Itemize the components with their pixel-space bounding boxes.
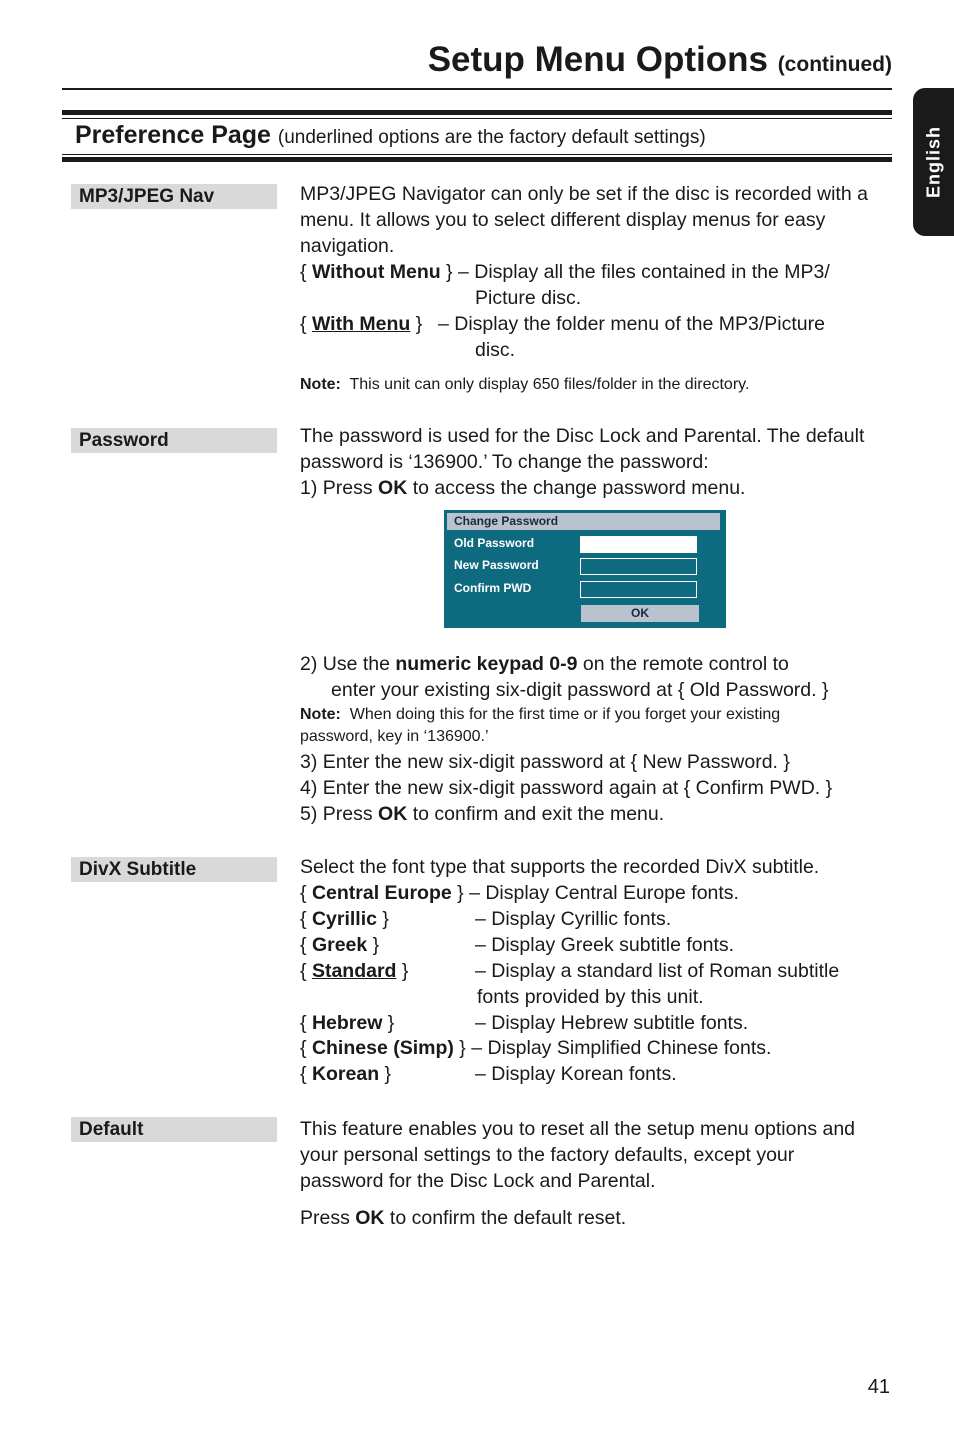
note-text: When doing this for the first time or if you forget your existing bbox=[349, 706, 781, 723]
option-korean: { Korean } bbox=[300, 1063, 392, 1085]
step-text: 2) Use the bbox=[300, 653, 396, 675]
section-rule-top bbox=[62, 110, 892, 115]
press-ok-line bbox=[300, 1205, 626, 1231]
section-subtitle: (underlined options are the factory default settings) bbox=[277, 127, 706, 148]
title-text: Setup Menu Options bbox=[427, 40, 768, 79]
option-without-menu: { Without Menu } – Display all the files contained in the MP3/ bbox=[300, 261, 830, 283]
step-text: to access the change password menu. bbox=[407, 477, 746, 499]
option-desc-cont: fonts provided by this unit. bbox=[477, 986, 704, 1008]
new-password-field[interactable] bbox=[580, 558, 697, 575]
step-text: 1) Press bbox=[300, 477, 379, 499]
option-desc: – Display Central Europe fonts. bbox=[469, 882, 739, 904]
option-name: Chinese (Simp) bbox=[311, 1037, 454, 1059]
text-line: password is ‘136900.’ To change the password: bbox=[300, 451, 709, 473]
option-desc: – Display Simplified Chinese fonts. bbox=[471, 1037, 772, 1059]
option-name-default: With Menu bbox=[311, 313, 411, 335]
ok-key: OK bbox=[378, 477, 408, 499]
dialog-title: Change Password bbox=[447, 513, 720, 530]
text-line: your personal settings to the factory defaults, except your bbox=[300, 1144, 795, 1166]
language-tab-label: English bbox=[923, 125, 943, 199]
option-cyrillic: { Cyrillic } bbox=[300, 908, 389, 930]
step-text: on the remote control to bbox=[577, 653, 789, 675]
text-line: The password is used for the Disc Lock and Parental. The default bbox=[300, 425, 865, 447]
keypad-key: numeric keypad 0-9 bbox=[395, 653, 578, 675]
mp3-jpeg-nav-body bbox=[300, 181, 878, 401]
default-label: Default bbox=[71, 1117, 277, 1142]
page-number: 41 bbox=[867, 1376, 890, 1398]
note bbox=[300, 703, 780, 726]
ok-key: OK bbox=[355, 1207, 385, 1229]
step-text: to confirm and exit the menu. bbox=[407, 803, 665, 825]
old-password-label: Old Password bbox=[454, 536, 535, 550]
option-greek: { Greek } bbox=[300, 934, 380, 956]
step-text: enter your existing six-digit password at { Old Password. } bbox=[331, 679, 829, 701]
step-text: 5) Press bbox=[300, 803, 379, 825]
note-text: password, key in ‘136900.’ bbox=[300, 728, 489, 745]
text-line: This feature enables you to reset all the setup menu options and bbox=[300, 1118, 856, 1140]
option-name-default: Standard bbox=[311, 960, 397, 982]
step-3: 3) Enter the new six-digit password at { New Password. } bbox=[300, 751, 790, 773]
note-label: Note: bbox=[300, 376, 341, 393]
note-text: This unit can only display 650 files/folder in the directory. bbox=[349, 376, 750, 393]
step-text: Press bbox=[300, 1207, 356, 1229]
header-rule bbox=[62, 88, 892, 90]
option-name: Cyrillic bbox=[311, 908, 377, 930]
option-desc: – Display all the files contained in the MP3/ bbox=[458, 261, 830, 283]
text-line: MP3/JPEG Navigator can only be set if the disc is recorded with a bbox=[300, 183, 868, 205]
option-name: Hebrew bbox=[311, 1012, 383, 1034]
note-label: Note: bbox=[300, 706, 341, 723]
step-4: 4) Enter the new six-digit password again at { Confirm PWD. } bbox=[300, 777, 833, 799]
note bbox=[300, 373, 749, 396]
confirm-password-label: Confirm PWD bbox=[454, 581, 532, 595]
option-with-menu: { With Menu } bbox=[300, 313, 423, 335]
language-tab bbox=[913, 88, 954, 236]
new-password-label: New Password bbox=[454, 558, 539, 572]
option-name: Korean bbox=[311, 1063, 380, 1085]
option-desc-cont: Picture disc. bbox=[475, 287, 582, 309]
option-standard: { Standard } bbox=[300, 960, 409, 982]
option-desc: – Display Greek subtitle fonts. bbox=[475, 934, 735, 956]
page-title bbox=[428, 40, 892, 80]
confirm-password-field[interactable] bbox=[580, 581, 697, 598]
title-continued: (continued) bbox=[777, 53, 892, 76]
step-2 bbox=[300, 651, 789, 677]
step-text: to confirm the default reset. bbox=[384, 1207, 627, 1229]
text-line: Select the font type that supports the recorded DivX subtitle. bbox=[300, 856, 820, 878]
section-rule-top-thin bbox=[62, 118, 892, 119]
section-rule-bottom bbox=[62, 157, 892, 162]
option-name: Central Europe bbox=[311, 882, 452, 904]
option-desc: – Display Korean fonts. bbox=[475, 1063, 677, 1085]
mp3-jpeg-nav-label: MP3/JPEG Nav bbox=[71, 184, 277, 209]
option-name: Without Menu bbox=[311, 261, 441, 283]
section-heading bbox=[75, 121, 706, 150]
option-desc: – Display a standard list of Roman subtitle bbox=[475, 960, 840, 982]
section-rule-bottom-thin bbox=[62, 154, 892, 155]
option-hebrew: { Hebrew } bbox=[300, 1012, 395, 1034]
divx-subtitle-body bbox=[300, 854, 878, 1094]
section-title: Preference Page bbox=[75, 121, 271, 149]
option-desc: – Display Cyrillic fonts. bbox=[475, 908, 672, 930]
password-steps bbox=[300, 651, 878, 831]
text-line: password for the Disc Lock and Parental. bbox=[300, 1170, 656, 1192]
option-chinese-simp: { Chinese (Simp) } – Display Simplified Chinese fonts. bbox=[300, 1037, 772, 1059]
option-name: Greek bbox=[311, 934, 368, 956]
option-central-europe: { Central Europe } – Display Central Europe fonts. bbox=[300, 882, 739, 904]
ok-key: OK bbox=[378, 803, 408, 825]
text-line: menu. It allows you to select different display menus for easy bbox=[300, 209, 826, 231]
option-desc: – Display Hebrew subtitle fonts. bbox=[475, 1012, 749, 1034]
change-password-dialog bbox=[444, 510, 726, 628]
step-1 bbox=[300, 475, 745, 501]
password-body bbox=[300, 423, 878, 503]
password-label: Password bbox=[71, 428, 277, 453]
default-body bbox=[300, 1116, 878, 1236]
option-desc-cont: disc. bbox=[475, 339, 516, 361]
ok-button[interactable]: OK bbox=[581, 605, 699, 622]
divx-subtitle-label: DivX Subtitle bbox=[71, 857, 277, 882]
option-desc: – Display the folder menu of the MP3/Picture bbox=[438, 313, 825, 335]
step-5 bbox=[300, 801, 664, 827]
text-line: navigation. bbox=[300, 235, 395, 257]
old-password-field[interactable] bbox=[580, 536, 697, 553]
